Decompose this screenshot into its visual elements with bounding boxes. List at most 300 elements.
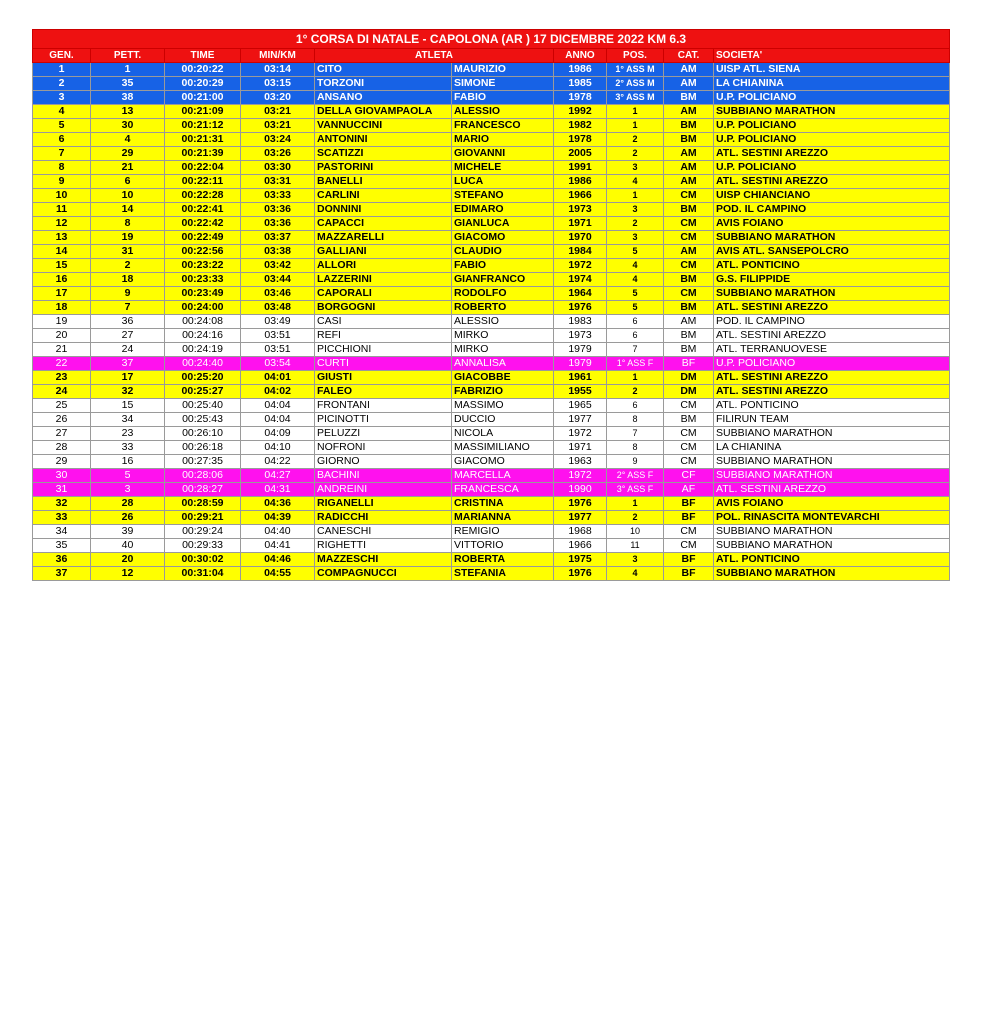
cell-minkm: 03:20 <box>241 91 315 105</box>
cell-time: 00:21:00 <box>165 91 241 105</box>
cell-anno: 1955 <box>554 385 607 399</box>
cell-cat: BF <box>664 553 714 567</box>
cell-time: 00:22:56 <box>165 245 241 259</box>
cell-pos: 3 <box>607 161 664 175</box>
cell-cognome: CAPORALI <box>315 287 452 301</box>
cell-pett: 14 <box>91 203 165 217</box>
cell-time: 00:24:00 <box>165 301 241 315</box>
cell-societa: POL. RINASCITA MONTEVARCHI <box>714 511 950 525</box>
cell-gen: 17 <box>33 287 91 301</box>
cell-gen: 37 <box>33 567 91 581</box>
cell-pett: 24 <box>91 343 165 357</box>
cell-cognome: BORGOGNI <box>315 301 452 315</box>
cell-anno: 1965 <box>554 399 607 413</box>
cell-anno: 1972 <box>554 259 607 273</box>
cell-gen: 3 <box>33 91 91 105</box>
cell-time: 00:22:28 <box>165 189 241 203</box>
table-row <box>33 553 950 567</box>
cell-time: 00:21:09 <box>165 105 241 119</box>
cell-minkm: 03:44 <box>241 273 315 287</box>
cell-minkm: 04:31 <box>241 483 315 497</box>
cell-societa: FILIRUN TEAM <box>714 413 950 427</box>
cell-anno: 1977 <box>554 511 607 525</box>
cell-anno: 1986 <box>554 63 607 77</box>
cell-societa: ATL. PONTICINO <box>714 259 950 273</box>
cell-pos: 5 <box>607 287 664 301</box>
cell-cat: CM <box>664 189 714 203</box>
table-row <box>33 497 950 511</box>
cell-gen: 1 <box>33 63 91 77</box>
table-row <box>33 175 950 189</box>
cell-minkm: 04:40 <box>241 525 315 539</box>
cell-gen: 2 <box>33 77 91 91</box>
cell-anno: 1983 <box>554 315 607 329</box>
cell-pett: 5 <box>91 469 165 483</box>
table-row <box>33 287 950 301</box>
cell-cat: AM <box>664 161 714 175</box>
cell-time: 00:23:49 <box>165 287 241 301</box>
cell-cognome: RADICCHI <box>315 511 452 525</box>
cell-nome: MICHELE <box>452 161 554 175</box>
cell-gen: 35 <box>33 539 91 553</box>
cell-time: 00:24:40 <box>165 357 241 371</box>
cell-pos: 1° ASS M <box>607 63 664 77</box>
cell-gen: 34 <box>33 525 91 539</box>
cell-societa: AVIS FOIANO <box>714 497 950 511</box>
cell-time: 00:21:39 <box>165 147 241 161</box>
cell-gen: 27 <box>33 427 91 441</box>
cell-societa: SUBBIANO MARATHON <box>714 567 950 581</box>
cell-anno: 1971 <box>554 441 607 455</box>
cell-cognome: CITO <box>315 63 452 77</box>
cell-societa: U.P. POLICIANO <box>714 161 950 175</box>
cell-pett: 9 <box>91 287 165 301</box>
table-row <box>33 539 950 553</box>
cell-gen: 15 <box>33 259 91 273</box>
cell-pos: 2 <box>607 385 664 399</box>
cell-cognome: MAZZARELLI <box>315 231 452 245</box>
cell-societa: G.S. FILIPPIDE <box>714 273 950 287</box>
cell-pett: 38 <box>91 91 165 105</box>
cell-pos: 3 <box>607 553 664 567</box>
cell-pett: 35 <box>91 77 165 91</box>
header-row <box>33 49 950 63</box>
cell-gen: 13 <box>33 231 91 245</box>
cell-anno: 1963 <box>554 455 607 469</box>
cell-cat: DM <box>664 385 714 399</box>
cell-pett: 28 <box>91 497 165 511</box>
cell-pett: 36 <box>91 315 165 329</box>
col-header-time: TIME <box>165 49 241 63</box>
table-row <box>33 329 950 343</box>
cell-gen: 8 <box>33 161 91 175</box>
cell-pett: 34 <box>91 413 165 427</box>
table-row <box>33 259 950 273</box>
cell-anno: 1979 <box>554 357 607 371</box>
cell-pos: 2° ASS M <box>607 77 664 91</box>
table-row <box>33 245 950 259</box>
cell-cat: AM <box>664 63 714 77</box>
cell-time: 00:22:49 <box>165 231 241 245</box>
cell-cognome: BACHINI <box>315 469 452 483</box>
cell-societa: LA CHIANINA <box>714 77 950 91</box>
cell-pett: 1 <box>91 63 165 77</box>
cell-societa: ATL. SESTINI AREZZO <box>714 301 950 315</box>
cell-gen: 23 <box>33 371 91 385</box>
cell-nome: VITTORIO <box>452 539 554 553</box>
results-table <box>32 29 950 581</box>
cell-pett: 17 <box>91 371 165 385</box>
cell-anno: 1991 <box>554 161 607 175</box>
cell-societa: POD. IL CAMPINO <box>714 315 950 329</box>
results-body <box>33 63 950 581</box>
cell-cat: CM <box>664 525 714 539</box>
table-row <box>33 161 950 175</box>
table-row <box>33 133 950 147</box>
table-row <box>33 343 950 357</box>
cell-societa: U.P. POLICIANO <box>714 133 950 147</box>
cell-time: 00:25:20 <box>165 371 241 385</box>
cell-societa: ATL. SESTINI AREZZO <box>714 371 950 385</box>
cell-minkm: 03:38 <box>241 245 315 259</box>
table-row <box>33 217 950 231</box>
cell-nome: RODOLFO <box>452 287 554 301</box>
cell-cognome: PICCHIONI <box>315 343 452 357</box>
cell-societa: SUBBIANO MARATHON <box>714 525 950 539</box>
cell-cognome: LAZZERINI <box>315 273 452 287</box>
cell-societa: SUBBIANO MARATHON <box>714 455 950 469</box>
cell-cat: DM <box>664 371 714 385</box>
cell-nome: MARIANNA <box>452 511 554 525</box>
cell-cognome: ANSANO <box>315 91 452 105</box>
cell-cognome: ANDREINI <box>315 483 452 497</box>
cell-nome: MARIO <box>452 133 554 147</box>
cell-cat: BM <box>664 119 714 133</box>
cell-time: 00:24:08 <box>165 315 241 329</box>
cell-minkm: 03:14 <box>241 63 315 77</box>
table-row <box>33 525 950 539</box>
cell-pett: 15 <box>91 399 165 413</box>
cell-anno: 1978 <box>554 91 607 105</box>
cell-societa: LA CHIANINA <box>714 441 950 455</box>
cell-societa: SUBBIANO MARATHON <box>714 231 950 245</box>
cell-cat: AF <box>664 483 714 497</box>
cell-nome: GIACOMO <box>452 455 554 469</box>
cell-cognome: PASTORINI <box>315 161 452 175</box>
cell-minkm: 03:51 <box>241 329 315 343</box>
cell-pos: 2 <box>607 133 664 147</box>
cell-societa: ATL. PONTICINO <box>714 399 950 413</box>
col-header-minkm: MIN/KM <box>241 49 315 63</box>
cell-gen: 26 <box>33 413 91 427</box>
cell-minkm: 03:46 <box>241 287 315 301</box>
cell-nome: MASSIMILIANO <box>452 441 554 455</box>
cell-time: 00:23:33 <box>165 273 241 287</box>
cell-pos: 7 <box>607 343 664 357</box>
cell-cognome: CASI <box>315 315 452 329</box>
cell-cognome: GALLIANI <box>315 245 452 259</box>
cell-cat: CM <box>664 399 714 413</box>
cell-minkm: 04:55 <box>241 567 315 581</box>
cell-cognome: GIUSTI <box>315 371 452 385</box>
race-title: 1° CORSA DI NATALE - CAPOLONA (AR ) 17 DICEMBRE 2022 KM 6.3 <box>33 30 950 49</box>
cell-cat: AM <box>664 105 714 119</box>
cell-pos: 2 <box>607 511 664 525</box>
cell-time: 00:28:27 <box>165 483 241 497</box>
table-row <box>33 147 950 161</box>
cell-gen: 12 <box>33 217 91 231</box>
cell-cognome: CANESCHI <box>315 525 452 539</box>
cell-societa: U.P. POLICIANO <box>714 91 950 105</box>
cell-societa: ATL. SESTINI AREZZO <box>714 329 950 343</box>
table-row <box>33 119 950 133</box>
cell-cognome: CAPACCI <box>315 217 452 231</box>
col-header-atleta: ATLETA <box>315 49 554 63</box>
cell-pos: 1° ASS F <box>607 357 664 371</box>
cell-societa: ATL. SESTINI AREZZO <box>714 483 950 497</box>
cell-cat: AM <box>664 245 714 259</box>
cell-pett: 39 <box>91 525 165 539</box>
cell-minkm: 04:27 <box>241 469 315 483</box>
table-row <box>33 483 950 497</box>
col-header-gen: GEN. <box>33 49 91 63</box>
cell-societa: ATL. SESTINI AREZZO <box>714 147 950 161</box>
cell-cat: AM <box>664 147 714 161</box>
title-row <box>33 30 950 49</box>
cell-pos: 1 <box>607 497 664 511</box>
cell-minkm: 03:24 <box>241 133 315 147</box>
cell-anno: 1973 <box>554 203 607 217</box>
cell-societa: UISP ATL. SIENA <box>714 63 950 77</box>
cell-cognome: NOFRONI <box>315 441 452 455</box>
cell-minkm: 03:48 <box>241 301 315 315</box>
cell-minkm: 04:39 <box>241 511 315 525</box>
table-row <box>33 203 950 217</box>
cell-cognome: PELUZZI <box>315 427 452 441</box>
cell-pett: 3 <box>91 483 165 497</box>
cell-cognome: DELLA GIOVAMPAOLA <box>315 105 452 119</box>
cell-minkm: 04:02 <box>241 385 315 399</box>
cell-pos: 4 <box>607 273 664 287</box>
table-row <box>33 371 950 385</box>
cell-minkm: 04:04 <box>241 413 315 427</box>
cell-anno: 1984 <box>554 245 607 259</box>
cell-cat: CM <box>664 231 714 245</box>
cell-cat: CM <box>664 539 714 553</box>
cell-anno: 1985 <box>554 77 607 91</box>
cell-pos: 8 <box>607 441 664 455</box>
cell-nome: ANNALISA <box>452 357 554 371</box>
cell-nome: FABRIZIO <box>452 385 554 399</box>
cell-cognome: GIORNO <box>315 455 452 469</box>
cell-minkm: 03:54 <box>241 357 315 371</box>
cell-pos: 7 <box>607 427 664 441</box>
cell-gen: 6 <box>33 133 91 147</box>
cell-societa: SUBBIANO MARATHON <box>714 287 950 301</box>
cell-societa: AVIS FOIANO <box>714 217 950 231</box>
cell-anno: 1979 <box>554 343 607 357</box>
results-sheet <box>32 29 949 581</box>
cell-pos: 2° ASS F <box>607 469 664 483</box>
cell-anno: 1966 <box>554 539 607 553</box>
cell-cognome: SCATIZZI <box>315 147 452 161</box>
cell-pett: 18 <box>91 273 165 287</box>
table-row <box>33 357 950 371</box>
cell-pos: 4 <box>607 567 664 581</box>
cell-nome: MARCELLA <box>452 469 554 483</box>
cell-minkm: 04:09 <box>241 427 315 441</box>
cell-pos: 1 <box>607 189 664 203</box>
cell-pett: 10 <box>91 189 165 203</box>
cell-societa: ATL. SESTINI AREZZO <box>714 175 950 189</box>
cell-nome: EDIMARO <box>452 203 554 217</box>
cell-anno: 1992 <box>554 105 607 119</box>
cell-anno: 1977 <box>554 413 607 427</box>
cell-gen: 30 <box>33 469 91 483</box>
cell-societa: ATL. PONTICINO <box>714 553 950 567</box>
cell-gen: 16 <box>33 273 91 287</box>
cell-cat: BF <box>664 357 714 371</box>
cell-pett: 27 <box>91 329 165 343</box>
cell-cat: BM <box>664 273 714 287</box>
cell-anno: 1971 <box>554 217 607 231</box>
cell-pos: 6 <box>607 315 664 329</box>
cell-minkm: 04:41 <box>241 539 315 553</box>
cell-pett: 32 <box>91 385 165 399</box>
cell-minkm: 04:22 <box>241 455 315 469</box>
table-row <box>33 315 950 329</box>
cell-nome: DUCCIO <box>452 413 554 427</box>
table-row <box>33 273 950 287</box>
cell-anno: 1986 <box>554 175 607 189</box>
cell-minkm: 03:21 <box>241 119 315 133</box>
col-header-pos: POS. <box>607 49 664 63</box>
cell-time: 00:24:16 <box>165 329 241 343</box>
cell-gen: 25 <box>33 399 91 413</box>
table-row <box>33 189 950 203</box>
cell-minkm: 03:15 <box>241 77 315 91</box>
table-row <box>33 231 950 245</box>
cell-pos: 4 <box>607 259 664 273</box>
cell-pos: 8 <box>607 413 664 427</box>
cell-cognome: VANNUCCINI <box>315 119 452 133</box>
cell-cognome: ALLORI <box>315 259 452 273</box>
cell-time: 00:29:21 <box>165 511 241 525</box>
cell-pett: 31 <box>91 245 165 259</box>
cell-time: 00:28:06 <box>165 469 241 483</box>
cell-nome: GIACOMO <box>452 231 554 245</box>
cell-gen: 19 <box>33 315 91 329</box>
cell-nome: ROBERTO <box>452 301 554 315</box>
cell-pett: 13 <box>91 105 165 119</box>
cell-pos: 2 <box>607 217 664 231</box>
cell-societa: SUBBIANO MARATHON <box>714 469 950 483</box>
cell-pos: 3 <box>607 203 664 217</box>
cell-minkm: 03:49 <box>241 315 315 329</box>
cell-cognome: RIGHETTI <box>315 539 452 553</box>
cell-time: 00:22:04 <box>165 161 241 175</box>
cell-nome: MIRKO <box>452 343 554 357</box>
cell-cat: CM <box>664 259 714 273</box>
cell-anno: 1974 <box>554 273 607 287</box>
cell-minkm: 03:21 <box>241 105 315 119</box>
cell-cognome: COMPAGNUCCI <box>315 567 452 581</box>
table-row <box>33 301 950 315</box>
cell-pos: 10 <box>607 525 664 539</box>
cell-anno: 1976 <box>554 497 607 511</box>
cell-time: 00:22:11 <box>165 175 241 189</box>
cell-pett: 2 <box>91 259 165 273</box>
table-row <box>33 567 950 581</box>
cell-nome: SIMONE <box>452 77 554 91</box>
cell-anno: 1961 <box>554 371 607 385</box>
cell-pett: 19 <box>91 231 165 245</box>
cell-nome: CLAUDIO <box>452 245 554 259</box>
cell-societa: U.P. POLICIANO <box>714 119 950 133</box>
cell-cognome: DONNINI <box>315 203 452 217</box>
cell-pos: 3° ASS M <box>607 91 664 105</box>
cell-anno: 1972 <box>554 427 607 441</box>
cell-cat: BF <box>664 567 714 581</box>
cell-cognome: REFI <box>315 329 452 343</box>
cell-cat: AM <box>664 175 714 189</box>
cell-gen: 20 <box>33 329 91 343</box>
cell-cognome: ANTONINI <box>315 133 452 147</box>
cell-minkm: 04:36 <box>241 497 315 511</box>
cell-nome: GIANLUCA <box>452 217 554 231</box>
cell-cognome: TORZONI <box>315 77 452 91</box>
cell-societa: POD. IL CAMPINO <box>714 203 950 217</box>
cell-nome: LUCA <box>452 175 554 189</box>
table-row <box>33 63 950 77</box>
cell-societa: SUBBIANO MARATHON <box>714 105 950 119</box>
cell-anno: 1990 <box>554 483 607 497</box>
table-row <box>33 385 950 399</box>
cell-societa: SUBBIANO MARATHON <box>714 427 950 441</box>
cell-gen: 32 <box>33 497 91 511</box>
cell-cat: CM <box>664 441 714 455</box>
cell-time: 00:24:19 <box>165 343 241 357</box>
cell-cat: CM <box>664 217 714 231</box>
cell-pett: 8 <box>91 217 165 231</box>
cell-nome: FABIO <box>452 91 554 105</box>
cell-anno: 2005 <box>554 147 607 161</box>
cell-pett: 37 <box>91 357 165 371</box>
cell-cat: BM <box>664 329 714 343</box>
cell-cognome: PICINOTTI <box>315 413 452 427</box>
cell-pett: 4 <box>91 133 165 147</box>
cell-nome: ROBERTA <box>452 553 554 567</box>
cell-nome: GIANFRANCO <box>452 273 554 287</box>
cell-time: 00:26:18 <box>165 441 241 455</box>
cell-nome: FABIO <box>452 259 554 273</box>
table-row <box>33 91 950 105</box>
cell-minkm: 03:31 <box>241 175 315 189</box>
cell-nome: ALESSIO <box>452 105 554 119</box>
cell-gen: 14 <box>33 245 91 259</box>
cell-cat: CM <box>664 427 714 441</box>
cell-gen: 18 <box>33 301 91 315</box>
cell-pett: 30 <box>91 119 165 133</box>
cell-cognome: BANELLI <box>315 175 452 189</box>
cell-pett: 20 <box>91 553 165 567</box>
cell-pett: 6 <box>91 175 165 189</box>
cell-time: 00:22:42 <box>165 217 241 231</box>
cell-gen: 4 <box>33 105 91 119</box>
cell-societa: ATL. TERRANUOVESE <box>714 343 950 357</box>
cell-nome: STEFANO <box>452 189 554 203</box>
cell-pos: 5 <box>607 301 664 315</box>
